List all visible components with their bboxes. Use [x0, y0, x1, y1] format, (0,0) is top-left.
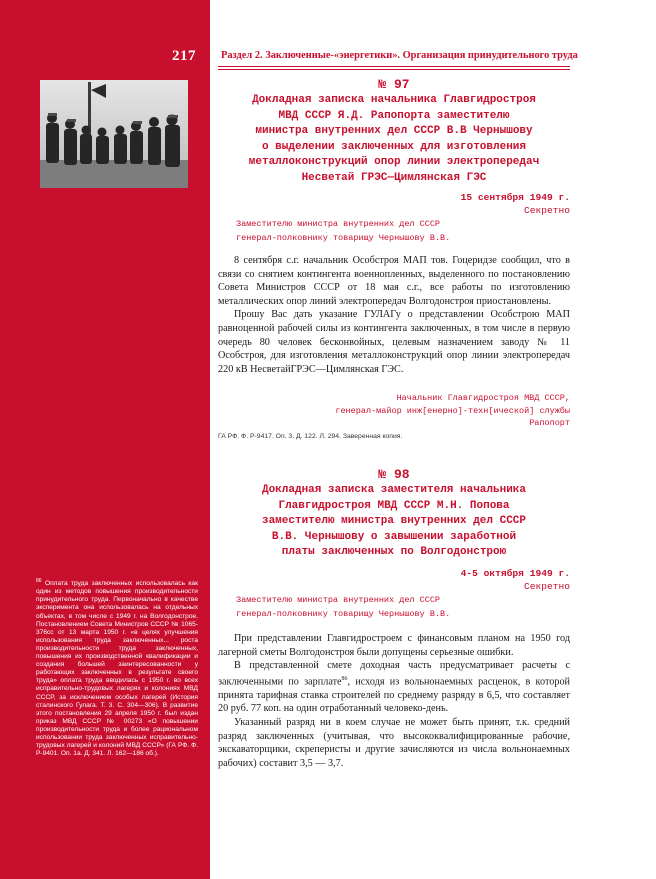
- doc97-body: [218, 254, 570, 376]
- doc98-body: [218, 632, 570, 770]
- doc98-paragraph: [218, 659, 570, 716]
- doc98-title-line: платы заключенных по Волгодонстрою: [281, 546, 507, 559]
- doc98-date: 4-5 октября 1949 г.: [460, 568, 570, 579]
- doc98-paragraph-part: В представленной смете доходная часть предусматривает расчеты с заключенными по зарплате: [218, 660, 570, 688]
- doc98-secrecy: Секретно: [523, 580, 570, 592]
- doc97-secrecy: Секретно: [523, 204, 570, 216]
- footnote-text: Оплата труда заключенных использовалась как один из методов повышения производительности принудительного труда. Первоначально в качестве эксперимента она использовалась на отдельных объектах, в том числе с 1949 г. на Волгодонстрое. Постановлением Совета Министров СССР № 1065-376сс от 13 марта 1950 г. «в целях улучшения использования труда заключенных... роста производительности труда заключенных, повышения их производственной квалификации и создания большей заинтересованности у работающих заключенных в результате своего труда» оплата труда вводилась с 1950 г. во всех исправительно-трудовых лагерях и колониях МВД СССР, за исключением особых лагерей (История сталинского Гулага. Т. 3. С. 304—306). В развитие этого постановления 29 апреля 1950 г. был издан приказ МВД СССР № 00273 «О повышении производительности труда и более рациональном использовании труда заключенных исправительно-трудовых лагерей и колоний МВД СССР» (ГА РФ. Ф. Р-9401. Оп. 1а. Д. 341. Л. 162—186 об.).: [36, 580, 198, 758]
- page-number: 217: [172, 48, 196, 64]
- running-header: Раздел 2. Заключенные-«энергетики». Организация принудительного труда: [221, 50, 578, 61]
- doc98-title-line: заместителю министра внутренних дел СССР: [261, 515, 527, 528]
- archival-photo: [40, 80, 188, 188]
- doc98-paragraph-part: , исходя из вольнонаемных расценок, в которой принята тарифная ставка строителей по среднему разряду в 6,5, что составляет 20 руб. 77 коп. на один отработанный человеко-день.: [218, 676, 570, 715]
- doc97-signature-line: Начальник Главгидростроя МВД СССР,: [396, 393, 570, 403]
- doc97-title-line: о выделении заключенных для изготовления: [261, 140, 527, 153]
- doc97-addressee-line: генерал-полковнику товарищу Чернышову В.В.: [236, 232, 451, 243]
- doc98-meta: [218, 568, 570, 593]
- footnote: [36, 577, 198, 758]
- doc98-paragraph: Указанный разряд ни в коем случае не может быть принят, т.к. средний разряд заключенных (учитывая, что высококвалифицированные рабочие, экскаваторщики, скреперисты и другие зачисляются из числа вольнонаемных рабочих) составит 3,5 — 3,7.: [218, 716, 570, 769]
- doc98-number: № 98: [378, 467, 410, 482]
- doc97-signature-line: Рапопорт: [529, 418, 570, 429]
- doc98-paragraph: При представлении Главгидростроем с финансовым планом на 1950 год лагерной сметы Волгодонстроя были допущены серьезные ошибки.: [218, 633, 570, 658]
- doc97-title-line: Несветай ГРЭС—Цимлянская ГЭС: [301, 171, 487, 184]
- doc97-addressee: [236, 218, 570, 245]
- doc97-number: № 97: [378, 77, 410, 92]
- header-rule-top: [218, 66, 570, 67]
- doc97-title-line: министра внутренних дел СССР В.В Чернышову: [255, 125, 533, 138]
- doc97-title-line: Докладная записка начальника Главгидростроя: [252, 94, 536, 106]
- doc98-title-line: Докладная записка заместителя начальника: [261, 484, 527, 496]
- doc97-paragraph: 8 сентября с.г. начальник Особстроя МАП тов. Гоцеридзе сообщил, что в связи со снятием контингента военнопленных, выделенного по постановлению Совета Министров СССР от 18 мая с.г., все работы по изготовлению металлических опор линий электропередач Волгодонстроя приостановлены.: [218, 255, 570, 307]
- doc98-title: [218, 483, 570, 561]
- doc97-source: ГА РФ. Ф. Р-9417. Оп. 3. Д. 122. Л. 294. Заверенная копия.: [218, 433, 403, 440]
- doc98-title-line: Главгидростроя МВД СССР М.Н. Попова: [278, 499, 510, 512]
- header-rule-bottom: [218, 69, 570, 70]
- doc97-paragraph: Прошу Вас дать указание ГУЛАГу о представлении Особстрою МАП равноценной рабочей силы из контингента заключенных, в том числе в первую очередь 80 человек бесконвойных, целевым назначением заводу № 11 Особстроя, для изготовления металлоконструкций опор линии электропередач 220 кВ НесветайГРЭС—Цимлянская ГЭС.: [218, 309, 570, 375]
- doc97-signature-line: генерал-майор инж[енерно]-техн[ической] службы: [335, 405, 570, 416]
- doc97-date: 15 сентября 1949 г.: [460, 192, 570, 203]
- doc98-addressee-line: генерал-полковнику товарищу Чернышову В.В.: [236, 608, 451, 619]
- doc97-meta: [218, 192, 570, 217]
- doc97-title-line: МВД СССР Я.Д. Рапопорта заместителю: [278, 109, 510, 122]
- doc98-title-line: В.В. Чернышову о завышении заработной: [271, 530, 517, 543]
- doc98-addressee: [236, 594, 570, 621]
- footnote-mark: 86: [36, 578, 42, 584]
- doc97-title-line: металлоконструкций опор линии электропередач: [248, 156, 540, 169]
- footnote-ref: 86: [341, 675, 348, 682]
- doc97-addressee-line: Заместителю министра внутренних дел СССР: [236, 219, 441, 229]
- doc97-signature: [218, 392, 570, 430]
- doc97-title: [218, 93, 570, 187]
- doc98-addressee-line: Заместителю министра внутренних дел СССР: [236, 595, 441, 605]
